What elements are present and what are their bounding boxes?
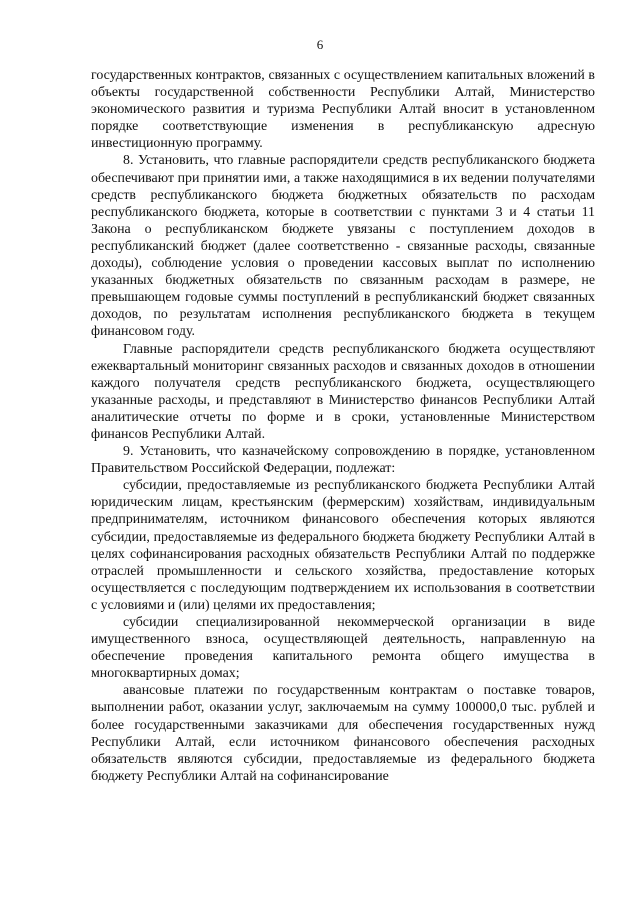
paragraph-subsidies-legal-entities: субсидии, предоставляемые из республиканского бюджета Республики Алтай юридическим лицам, крестьянским (фермерским) хозяйствам, индивидуальным предпринимателям, источником финансового обеспечения которых являются субсидии, предоставляемые из федерального бюджета бюджету Республики Алтай в целях софинансирования расходных обязательств Республики Алтай по поддержке отраслей промышленности и сельского хозяйства, предоставление которых осуществляется с последующим подтверждением их использования в соответствии с условиями и (или) целями их предоставления; [91, 478, 595, 613]
paragraph-advance-payments: авансовые платежи по государственным контрактам о поставке товаров, выполнении работ, оказании услуг, заключаемым на сумму 100000,0 тыс. рублей и более государственными заказчиками для обеспечения государственных нужд Республики Алтай, если источником финансового обеспечения расходных обязательств являются субсидии, предоставляемые из федерального бюджета бюджету Республики Алтай на софинансирование [91, 683, 595, 784]
paragraph-monitoring: Главные распорядители средств республиканского бюджета осуществляют ежеквартальный мониторинг связанных расходов и связанных доходов в отношении каждого получателя средств республиканского бюджета, осуществляющего указанные расходы, и представляют в Министерство финансов Республики Алтай аналитические отчеты по форме и в сроки, установленные Министерством финансов Республики Алтай. [91, 341, 595, 442]
paragraph-capital-investments: государственных контрактов, связанных с осуществлением капитальных вложений в объекты государственной собственности Республики Алтай, Министерство экономического развития и туризма Республики Алтай вносит в установленном порядке соответствующие изменения в республиканскую адресную инвестиционную программу. [91, 68, 595, 152]
paragraph-item-9: 9. Установить, что казначейскому сопровождению в порядке, установленном Правительством Российской Федерации, подлежат: [91, 444, 595, 477]
document-body [91, 67, 595, 785]
paragraph-item-8: 8. Установить, что главные распорядители средств республиканского бюджета обеспечивают при принятии ими, а также находящимися в их ведении получателями средств республиканского бюджета бюджетных обязательств по расходам республиканского бюджета, которые в соответствии с пунктами 3 и 4 статьи 11 Закона о республиканском бюджете увязаны с поступлением доходов в республиканский бюджет (далее соответственно - связанные расходы, связанные доходы), соблюдение условия о проведении кассовых выплат по исполнению указанных бюджетных обязательств по связанным расходам в размере, не превышающем годовые суммы поступлений в республиканский бюджет связанных доходов, по результатам исполнения республиканского бюджета в текущем финансовом году. [91, 153, 595, 340]
paragraph-subsidies-nonprofit: субсидии специализированной некоммерческой организации в виде имущественного взноса, осуществляющей деятельность, направленную на обеспечение проведения капитального ремонта общего имущества в многоквартирных домах; [91, 615, 595, 682]
page-number: 6 [316, 37, 324, 52]
